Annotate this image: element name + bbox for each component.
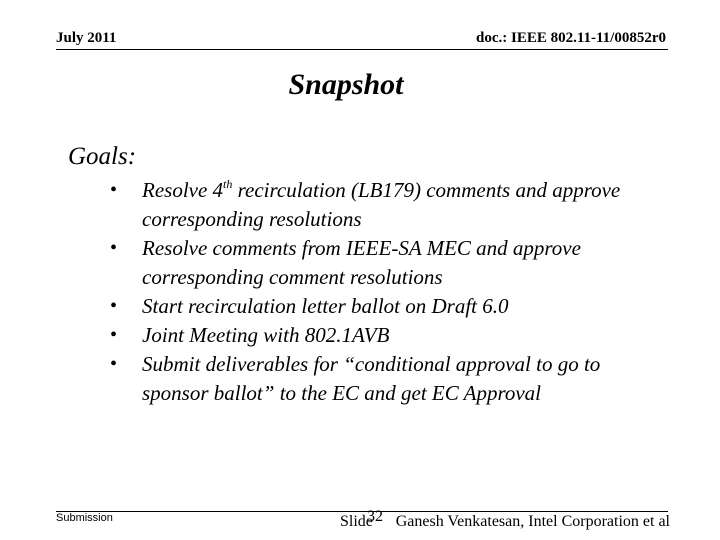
goal-item-2-text: Resolve comments from IEEE-SA MEC and approve corresponding comment resolutions	[142, 236, 581, 289]
footer-submission: Submission	[56, 512, 113, 524]
goal-item-1	[110, 176, 670, 234]
goal-item-2	[110, 234, 670, 292]
header-divider	[56, 49, 668, 50]
bullet-icon: •	[110, 324, 118, 346]
goal-item-1-superscript: th	[223, 177, 233, 191]
bullet-icon: •	[110, 179, 118, 201]
goals-label: Goals:	[68, 143, 137, 170]
goal-item-1-text-pre: Resolve 4	[142, 178, 224, 202]
goal-item-4	[110, 321, 670, 350]
goal-item-5	[110, 350, 670, 408]
header-doc-id: doc.: IEEE 802.11-11/00852r0	[475, 30, 666, 46]
header-date: July 2011	[56, 30, 117, 46]
slide-title: Snapshot	[288, 68, 404, 101]
goal-item-4-text: Joint Meeting with 802.1AVB	[142, 323, 390, 347]
goal-item-3-text: Start recirculation letter ballot on Draft 6.0	[142, 294, 509, 318]
bullet-icon: •	[110, 237, 118, 259]
bullet-icon: •	[110, 295, 118, 317]
footer-divider	[56, 511, 668, 512]
bullet-icon: •	[110, 353, 118, 375]
goal-item-3	[110, 292, 670, 321]
goal-item-1-text-post: recirculation (LB179) comments and approve corresponding resolutions	[142, 178, 621, 231]
footer-author: Ganesh Venkatesan, Intel Corporation et al	[395, 513, 670, 530]
goal-item-5-text: Submit deliverables for “conditional approval to go to sponsor ballot” to the EC and get EC Approval	[142, 352, 601, 405]
footer-slide-label: Slide	[340, 513, 373, 530]
goals-list	[110, 176, 670, 408]
footer-slide-number: 32	[367, 508, 383, 525]
